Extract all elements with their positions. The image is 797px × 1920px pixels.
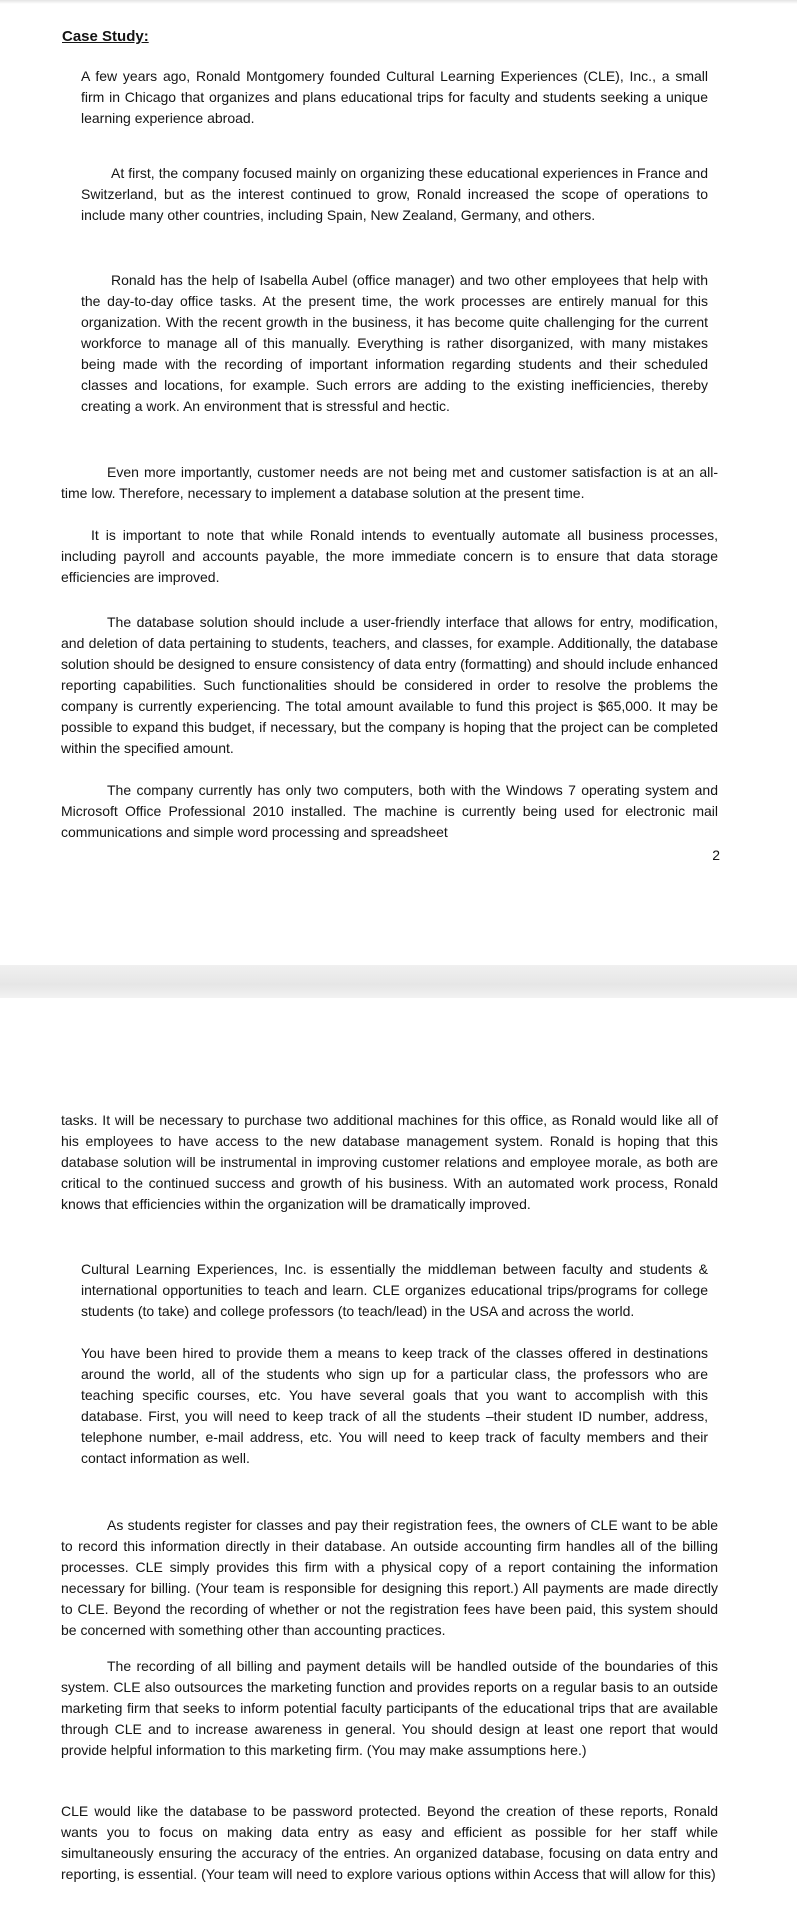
paragraph-intro: A few years ago, Ronald Montgomery founded Cultural Learning Experiences (CLE), Inc., a small firm in Chicago that organizes and plans educational trips for faculty and students seeking a unique learning experience abroad. bbox=[81, 68, 708, 126]
document-page-2 bbox=[0, 998, 797, 1920]
paragraph-staff: Ronald has the help of Isabella Aubel (office manager) and two other employees that help with the day-to-day office tasks. At the present time, the work processes are entirely manual for this organization. With the recent growth in the business, it has become quite challenging for the current workforce to manage all of this manually. Everything is rather disorganized, with many mistakes being made with the recording of important information regarding students and their scheduled classes and locations, for example. Such errors are adding to the existing inefficiencies, thereby creating a work. An environment that is stressful and hectic. bbox=[81, 272, 708, 414]
paragraph-continued-tasks: tasks. It will be necessary to purchase two additional machines for this office, as Ronald would like all of his employees to have access to the new database management system. Ronald is hoping that this database solution will be instrumental in improving customer relations and employee morale, as both are critical to the continued success and growth of his business. With an automated work process, Ronald knows that efficiencies within the organization will be dramatically improved. bbox=[61, 1112, 718, 1212]
paragraph-goals: You have been hired to provide them a means to keep track of the classes offered in destinations around the world, all of the students who sign up for a particular class, the professors who are teaching specific courses, etc. You have several goals that you want to accomplish with this database. First, you will need to keep track of all the students –their student ID number, address, telephone number, e-mail address, etc. You will need to keep track of faculty members and their contact information as well. bbox=[81, 1345, 708, 1466]
case-study-heading: Case Study: bbox=[62, 28, 149, 45]
paragraph-billing-marketing: The recording of all billing and payment details will be handled outside of the boundaries of this system. CLE also outsources the marketing function and provides reports on a regular basis to an outside marketing firm that seeks to inform potential faculty participants of the educational trips that are available through CLE and to increase awareness in general. You should design at least one report that would provide helpful information to this marketing firm. (You may make assumptions here.) bbox=[61, 1658, 718, 1758]
paragraph-registration: As students register for classes and pay their registration fees, the owners of CLE want to be able to record this information directly in their database. An outside accounting firm handles all of the billing processes. CLE simply provides this firm with a physical copy of a report containing the information necessary for billing. (Your team is responsible for designing this report.) All payments are made directly to CLE. Beyond the recording of whether or not the registration fees have been paid, this system should be concerned with something other than accounting practices. bbox=[61, 1517, 718, 1638]
page-top-edge bbox=[0, 0, 797, 4]
paragraph-cle-overview: Cultural Learning Experiences, Inc. is essentially the middleman between faculty and students & international opportunities to teach and learn. CLE organizes educational trips/programs for college students (to take) and college professors (to teach/lead) in the USA and across the world. bbox=[81, 1261, 708, 1319]
page-separator bbox=[0, 965, 797, 998]
paragraph-customer-needs: Even more importantly, customer needs are not being met and customer satisfaction is at an all-time low. Therefore, necessary to implement a database solution at the present time. bbox=[61, 464, 718, 501]
paragraph-operations: At first, the company focused mainly on organizing these educational experiences in France and Switzerland, but as the interest continued to grow, Ronald increased the scope of operations to include many other countries, including Spain, New Zealand, Germany, and others. bbox=[81, 165, 708, 223]
paragraph-automation: It is important to note that while Ronald intends to eventually automate all business processes, including payroll and accounts payable, the more immediate concern is to ensure that data storage efficiencies are improved. bbox=[61, 527, 718, 585]
page-number: 2 bbox=[712, 847, 720, 863]
paragraph-password-protection: CLE would like the database to be password protected. Beyond the creation of these reports, Ronald wants you to focus on making data entry as easy and efficient as possible for her staff while simultaneously ensuring the accuracy of the entries. An organized database, focusing on data entry and reporting, is essential. (Your team will need to explore various options within Access that will allow for this) bbox=[61, 1803, 718, 1882]
paragraph-computers: The company currently has only two computers, both with the Windows 7 operating system and Microsoft Office Professional 2010 installed. The machine is currently being used for electronic mail communications and simple word processing and spreadsheet bbox=[61, 782, 718, 840]
paragraph-database-solution: The database solution should include a user-friendly interface that allows for entry, modification, and deletion of data pertaining to students, teachers, and classes, for example. Additionally, the database solution should be designed to ensure consistency of data entry (formatting) and should include enhanced reporting capabilities. Such functionalities should be considered in order to resolve the problems the company is currently experiencing. The total amount available to fund this project is $65,000. It may be possible to expand this budget, if necessary, but the company is hoping that the project can be completed within the specified amount. bbox=[61, 614, 718, 756]
